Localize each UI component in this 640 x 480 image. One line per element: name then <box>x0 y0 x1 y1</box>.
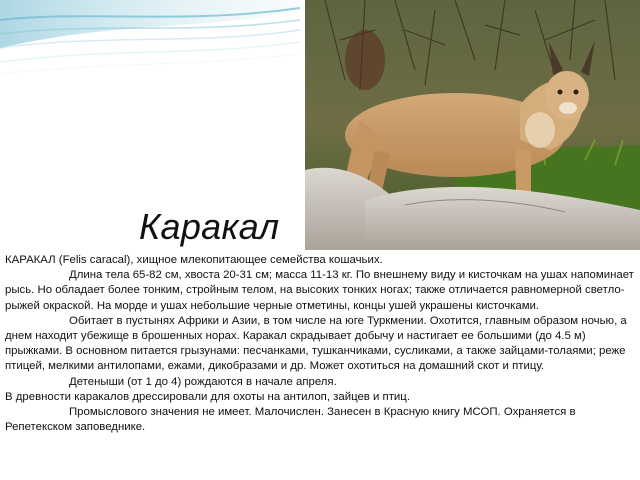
paragraph: В древности каракалов дрессировали для охоты на антилоп, зайцев и птиц. <box>5 390 410 403</box>
paragraph: Промыслового значения не имеет. Малочислен. Занесен в Красную книгу МСОП. Охраняется в Репетекском заповеднике. <box>5 406 576 434</box>
paragraph: Обитает в пустынях Африки и Азии, в том числе на юге Туркмении. Охотится, главным образом ночью, а днем находит убежище в брошенных норах. Каракал скрадывает добычу и настигает ее большими (до 4.5 м) прыжками. В основном питается грызунами: песчанками, тушканчиками, сусликами, а также зайцами-толаями; реже птицей, мелкими антилопами, ежами, дикобразами и др. Может охотиться на домашний скот и птицу. <box>5 314 627 373</box>
article-text <box>5 253 635 435</box>
paragraph: Длина тела 65-82 см, хвоста 20-31 см; масса 11-13 кг. По внешнему виду и кисточкам на ушах напоминает рысь. Но обладает более тонким, стройным телом, на высоких тонких ногах; также отличается равномерной светло-рыжей окраской. На морде и ушах небольшие черные отметины, концы ушей украшены кисточками. <box>5 269 634 312</box>
caracal-photo <box>305 0 640 250</box>
paragraph: Детеныши (от 1 до 4) рождаются в начале апреля. <box>69 375 337 388</box>
wave-decoration-icon <box>0 0 300 90</box>
paragraph: КАРАКАЛ (Felis caracal), хищное млекопитающее семейства кошачьих. <box>5 254 383 266</box>
slide-title: Каракал <box>139 206 280 247</box>
